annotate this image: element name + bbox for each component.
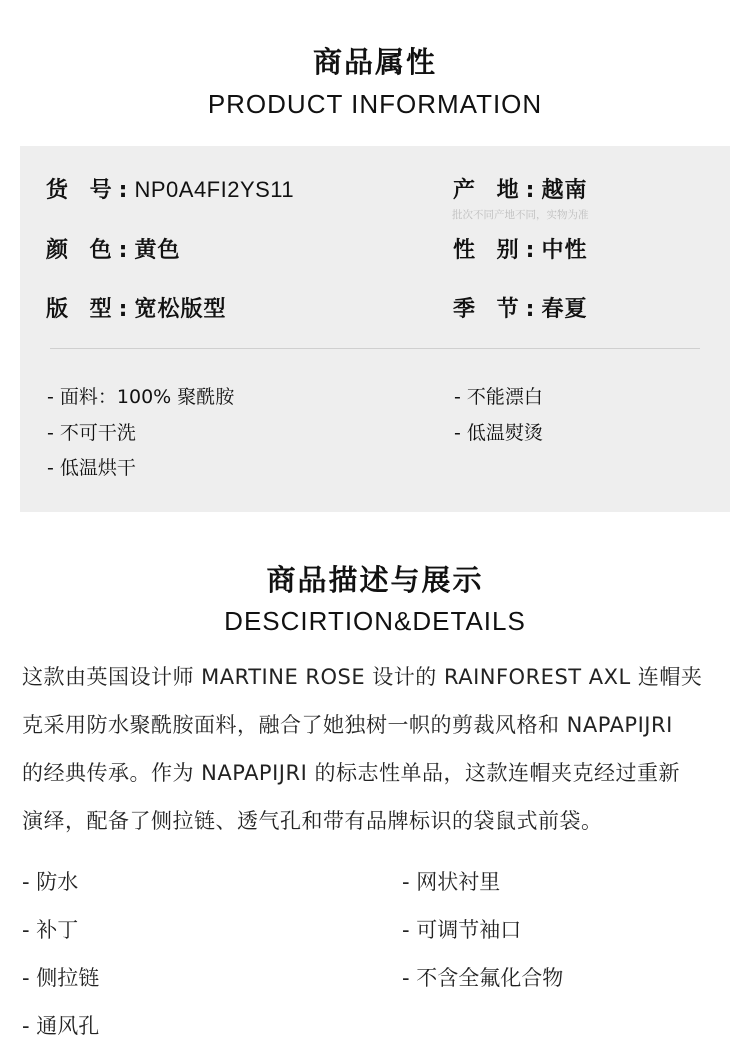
attr-color-value: 黄色 bbox=[134, 238, 181, 263]
feature-item: - 防水 bbox=[22, 870, 79, 894]
attr-origin-key: 产 地: bbox=[453, 178, 542, 203]
description-line: 的经典传承。作为 NAPAPIJRI 的标志性单品，这款连帽夹克经过重新 bbox=[22, 761, 680, 785]
description-text bbox=[22, 653, 732, 845]
attr-origin bbox=[453, 173, 587, 204]
description-line: 演绎，配备了侧拉链、透气孔和带有品牌标识的袋鼠式前袋。 bbox=[22, 809, 603, 833]
attr-color-key: 颜 色: bbox=[46, 238, 135, 263]
feature-item: - 通风孔 bbox=[22, 1014, 100, 1038]
feature-item: - 补丁 bbox=[22, 918, 79, 942]
attr-fit-key: 版 型: bbox=[46, 297, 135, 322]
feature-item: - 网状衬里 bbox=[402, 870, 501, 894]
attr-gender-key: 性 别: bbox=[453, 238, 542, 263]
feature-item: - 不含全氟化合物 bbox=[402, 966, 564, 990]
care-item: - 面料：100% 聚酰胺 bbox=[47, 386, 235, 408]
care-item: - 不能漂白 bbox=[454, 386, 543, 408]
panel-divider bbox=[50, 348, 700, 349]
attr-gender-value: 中性 bbox=[541, 238, 588, 263]
attr-season-key: 季 节: bbox=[453, 297, 542, 322]
attributes-panel bbox=[20, 146, 730, 512]
feature-item: - 侧拉链 bbox=[22, 966, 100, 990]
description-line: 克采用防水聚酰胺面料，融合了她独树一帜的剪裁风格和 NAPAPIJRI bbox=[22, 713, 673, 737]
attr-fit bbox=[46, 292, 226, 323]
attr-origin-value: 越南 bbox=[541, 178, 588, 203]
origin-note: 批次不同产地不同，实物为准 bbox=[452, 209, 589, 221]
care-item: - 低温熨烫 bbox=[454, 422, 543, 444]
attr-color bbox=[46, 233, 180, 264]
care-item: - 低温烘干 bbox=[47, 457, 136, 479]
attr-sku bbox=[46, 173, 294, 204]
description-line: 这款由英国设计师 MARTINE ROSE 设计的 RAINFOREST AXL 连帽夹 bbox=[22, 665, 703, 689]
attr-sku-key: 货 号: bbox=[46, 178, 135, 203]
attr-season bbox=[453, 292, 587, 323]
attr-season-value: 春夏 bbox=[541, 297, 588, 322]
section-title-en: DESCIRTION&DETAILS bbox=[224, 606, 526, 636]
section-title-cn: 商品描述与展示 bbox=[266, 563, 484, 597]
section-title-en: PRODUCT INFORMATION bbox=[207, 89, 543, 119]
feature-item: - 可调节袖口 bbox=[402, 918, 522, 942]
section-title-cn: 商品属性 bbox=[312, 45, 437, 79]
care-item: - 不可干洗 bbox=[47, 422, 136, 444]
attr-gender bbox=[453, 233, 587, 264]
attr-fit-value: 宽松版型 bbox=[134, 297, 227, 322]
attr-sku-value: NP0A4FI2YS11 bbox=[134, 177, 295, 202]
